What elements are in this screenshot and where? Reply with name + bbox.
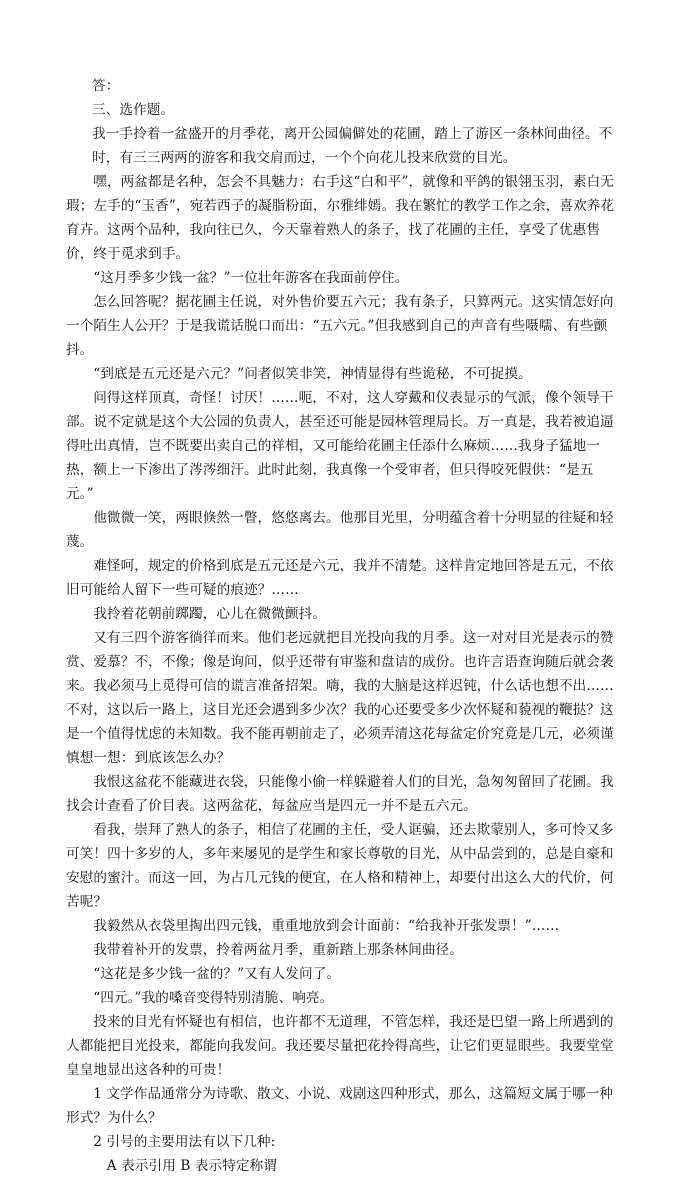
paragraph-16: “四元。”我的嗓音变得特别清脆、响亮。 <box>93 990 334 1006</box>
paragraph-7: 他微微一笑，两眼倏然一瞥，悠悠离去。他那目光里，分明蕴含着十分明显的往疑和轻蔑。 <box>66 510 614 550</box>
paragraph-8: 难怪呵，规定的价格到底是五元还是六元，我并不清楚。这样肯定地回答是五元，不依旧可能给人留下一些可疑的痕迹？…… <box>66 558 614 598</box>
paragraph-11: 我恨这盆花不能藏进衣袋，只能像小偷一样躲避着人们的目光，急匆匆留回了花圃。我找会计查看了价目表。这两盆花，每盆应当是四元一并不是五六元。 <box>66 774 614 814</box>
paragraph-5: “到底是五元还是六元？”问者似笑非笑，神情显得有些诡秘，不可捉摸。 <box>93 366 532 382</box>
question-2-options: A 表示引用 B 表示特定称谓 <box>106 1158 278 1174</box>
paragraph-2: 嘿，两盆都是名种，怎会不具魅力：右手这“白和平”，就像和平鸽的银翎玉羽，素白无瑕；左手的“玉香”，宛若西子的凝脂粉面，尔雅绯嫣。我在繁忙的教学工作之余，喜欢养花育卉。这两个品种，我向往已久，今天靠着熟人的条子，找了花圃的主任，享受了优惠售价，终于觅求到手。 <box>66 174 615 262</box>
paragraph-13: 我毅然从衣袋里掏出四元钱，重重地放到会计面前：“给我补开张发票！”…… <box>93 918 560 934</box>
question-2: 2 引号的主要用法有以下几种: <box>93 1134 276 1150</box>
question-1: 1 文学作品通常分为诗歌、散文、小说、戏剧这四种形式，那么，这篇短文属于哪一种形式？为什么？ <box>66 1086 614 1126</box>
section-title: 三、选作题。 <box>92 102 175 118</box>
paragraph-10: 又有三四个游客徜徉而来。他们老远就把目光投向我的月季。这一对对目光是表示的赞赏、爱慕？不，不像；像是询问，似乎还带有审鉴和盘诘的成份。也许言语查询随后就会袭来。我必须马上觅得可信的谎言准备招架。嗨，我的大脑是这样迟钝，什么话也想不出……不对，这以后一路上，这目光还会遇到多少次？我的心还要受多少次怀疑和藐视的鞭挞？这是一个值得忧虑的未知数。我不能再朝前走了，必须弄清这花每盆定价究竟是几元，必须谨慎想一想：到底该怎么办？ <box>66 630 614 766</box>
paragraph-6: 问得这样顶真，奇怪！讨厌！……呃，不对，这人穿戴和仪表显示的气派，像个领导干部。说不定就是这个大公园的负责人，甚至还可能是园林管理局长。万一真是，我若被追逼得吐出真情，岂不既要出卖自己的祥相，又可能给花圃主任添什么麻烦……我身子猛地一热，额上一下渗出了涔涔细汗。此时此刻，我真像一个受审者，但只得咬死假供：“是五元。” <box>66 390 614 502</box>
paragraph-4: 怎么回答呢？据花圃主任说，对外售价要五六元；我有条子，只算两元。这实情怎好向一个陌生人公开？于是我谎话脱口而出：“五六元。”但我感到自己的声音有些嗫嚅、有些颤抖。 <box>66 294 614 358</box>
paragraph-15: “这花是多少钱一盆的？”又有人发问了。 <box>93 966 341 982</box>
paragraph-1: 我一手拎着一盆盛开的月季花，离开公园偏僻处的花圃，踏上了游区一条林间曲径。不时，有三三两两的游客和我交肩而过，一个个向花儿投来欣赏的目光。 <box>92 126 613 166</box>
paragraph-9: 我拎着花朝前踯躅，心儿在微微颤抖。 <box>93 606 326 622</box>
paragraph-17: 投来的目光有怀疑也有相信，也许都不无道理，不管怎样，我还是巴望一路上所遇到的人都能把目光投来，都能向我发问。我还要尽量把花拎得高些，让它们更显眼些。我要堂堂皇皇地显出这各种的可贵！ <box>66 1014 614 1078</box>
paragraph-12: 看我，崇拜了熟人的条子，相信了花圃的主任，受人诓骗，还去欺蒙别人，多可怜又多可笑！四十多岁的人，多年来屡见的是学生和家长尊敬的目光，从中品尝到的，总是自豪和安慰的蜜汁。而这一回，为占几元钱的便宜，在人格和精神上，却要付出这么大的代价，何苦呢？ <box>66 822 614 910</box>
paragraph-3: “这月季多少钱一盆？”一位壮年游客在我面前停住。 <box>93 270 409 286</box>
answer-label: 答： <box>92 78 120 94</box>
paragraph-14: 我带着补开的发票，拎着两盆月季，重新踏上那条林间曲径。 <box>93 942 463 958</box>
